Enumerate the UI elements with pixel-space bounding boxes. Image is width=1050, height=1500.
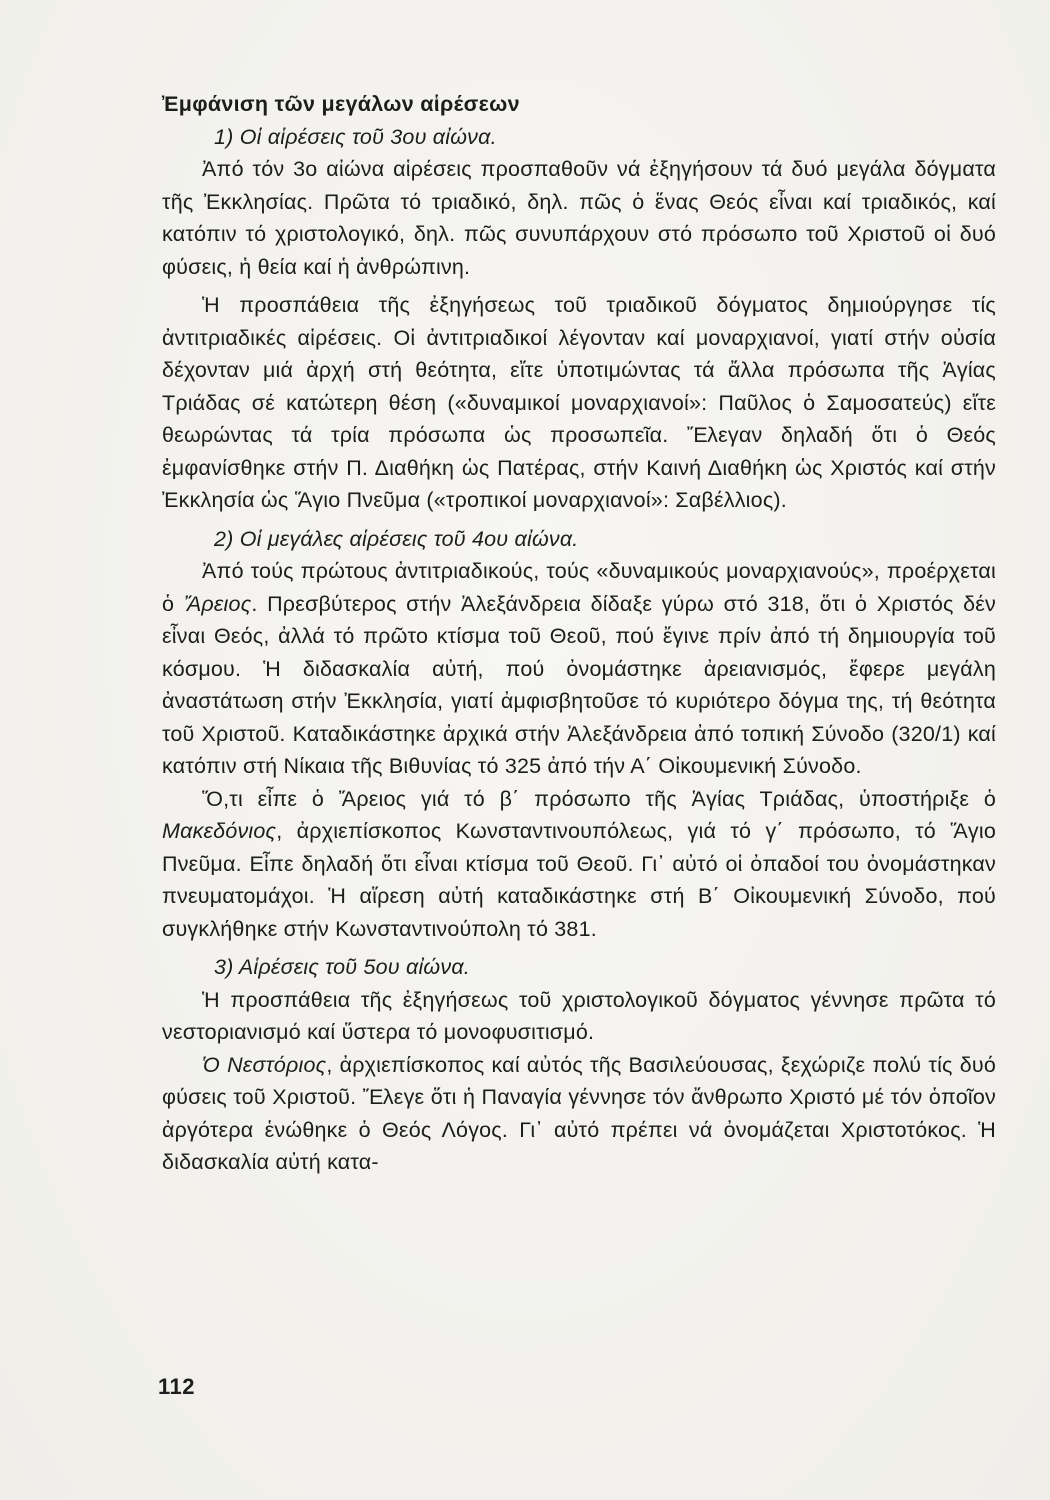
- section-1-title: 1) Οἱ αἱρέσεις τοῦ 3ου αἰώνα.: [214, 124, 497, 149]
- paragraph-3: Ἀπό τούς πρώτους ἀντιτριαδικούς, τούς «δυναμικούς μοναρχιανούς», προέρχεται ὁ Ἄρειος. Πρεσβύτερος στήν Ἀλεξάνδρεια δίδαξε γύρω στό 318, ὅτι ὁ Χριστός δέν εἶναι Θεός, ἀλλά τό πρῶτο κτίσμα τοῦ Θεοῦ, πού ἔγινε πρίν ἀπό τή δημιουργία τοῦ κόσμου. Ἡ διδασκαλία αὐτή, πού ὀνομάστηκε ἀρειανισμός, ἔφερε μεγάλη ἀναστάτωση στήν Ἐκκλησία, γιατί ἀμφισβητοῦσε τό κυριότερο δόγμα της, τή θεότητα τοῦ Χριστοῦ. Καταδικάστηκε ἀρχικά στήν Ἀλεξάνδρεια ἀπό τοπική Σύνοδο (320/1) καί κατόπιν στή Νίκαια τῆς Βιθυνίας τό 325 ἀπό τήν Α΄ Οἰκουμενική Σύνοδο.: [162, 559, 996, 778]
- chapter-heading: Ἐμφάνιση τῶν μεγάλων αἱρέσεων: [162, 92, 520, 116]
- name-arius: Ἄρειος: [183, 591, 252, 616]
- page-number: 112: [158, 1374, 195, 1399]
- paragraph-6: Ὁ Νεστόριος, ἀρχιεπίσκοπος καί αὐτός τῆς Βασιλεύουσας, ξεχώριζε πολύ τίς δυό φύσεις τοῦ Χριστοῦ. Ἔλεγε ὅτι ἡ Παναγία γέννησε τόν ἄνθρωπο Χριστό μέ τόν ὁποῖον ἀργότερα ἑνώθηκε ὁ Θεός Λόγος. Γι᾿ αὐτό πρέπει νά ὀνομάζεται Χριστοτόκος. Ἡ διδασκαλία αὐτή κατα-: [162, 1052, 996, 1174]
- page-text: [162, 88, 996, 1179]
- paragraph-4: Ὅ,τι εἶπε ὁ Ἄρειος γιά τό β΄ πρόσωπο τῆς Ἁγίας Τριάδας, ὑποστήριξε ὁ Μακεδόνιος, ἀρχιεπίσκοπος Κωνσταντινουπόλεως, γιά τό γ΄ πρόσωπο, τό Ἅγιο Πνεῦμα. Εἶπε δηλαδή ὅτι εἶναι κτίσμα τοῦ Θεοῦ. Γι᾿ αὐτό οἱ ὀπαδοί του ὀνομάστηκαν πνευματομάχοι. Ἡ αἵρεση αὐτή καταδικάστηκε στή Β΄ Οἰκουμενική Σύνοδο, πού συγκλήθηκε στήν Κωνσταντινούπολη τό 381.: [162, 786, 996, 941]
- paragraph-2: Ἡ προσπάθεια τῆς ἐξηγήσεως τοῦ τριαδικοῦ δόγματος δημιούργησε τίς ἀντιτριαδικές αἱρέσεις. Οἱ ἀντιτριαδικοί λέγονταν καί μοναρχιανοί, γιατί στήν οὐσία δέχονταν μιά ἀρχή στή θεότητα, εἴτε ὑποτιμώντας τά ἄλλα πρόσωπα τῆς Ἁγίας Τριάδας σέ κατώτερη θέση («δυναμικοί μοναρχιανοί»: Παῦλος ὁ Σαμοσατεύς) εἴτε θεωρώντας τά τρία πρόσωπα ὡς προσωπεῖα. Ἔλεγαν δηλαδή ὅτι ὁ Θεός ἐμφανίσθηκε στήν Π. Διαθήκη ὡς Πατέρας, στήν Καινή Διαθήκη ὡς Χριστός καί στήν Ἐκκλησία ὡς Ἅγιο Πνεῦμα («τροπικοί μοναρχιανοί»: Σαβέλλιος).: [162, 293, 996, 512]
- name-macedonius: Μακεδόνιος: [162, 819, 277, 843]
- name-nestorius: Ὁ Νεστόριος: [202, 1052, 327, 1077]
- paragraph-5: Ἡ προσπάθεια τῆς ἐξηγήσεως τοῦ χριστολογικοῦ δόγματος γέννησε πρῶτα τό νεστοριανισμό καί ὕστερα τό μονοφυσιτισμό.: [162, 987, 996, 1044]
- section-3-title: 3) Αἱρέσεις τοῦ 5ου αἰώνα.: [214, 955, 470, 979]
- paragraph-1: Ἀπό τόν 3ο αἰώνα αἱρέσεις προσπαθοῦν νά ἐξηγήσουν τά δυό μεγάλα δόγματα τῆς Ἐκκλησίας. Πρῶτα τό τριαδικό, δηλ. πῶς ὁ ἕνας Θεός εἶναι καί τριαδικός, καί κατόπιν τό χριστολογικό, δηλ. πῶς συνυπάρχουν στό πρόσωπο τοῦ Χριστοῦ οἱ δυό φύσεις, ἡ θεία καί ἡ ἀνθρώπινη.: [162, 157, 996, 279]
- section-2-title: 2) Οἱ μεγάλες αἱρέσεις τοῦ 4ου αἰώνα.: [214, 526, 579, 551]
